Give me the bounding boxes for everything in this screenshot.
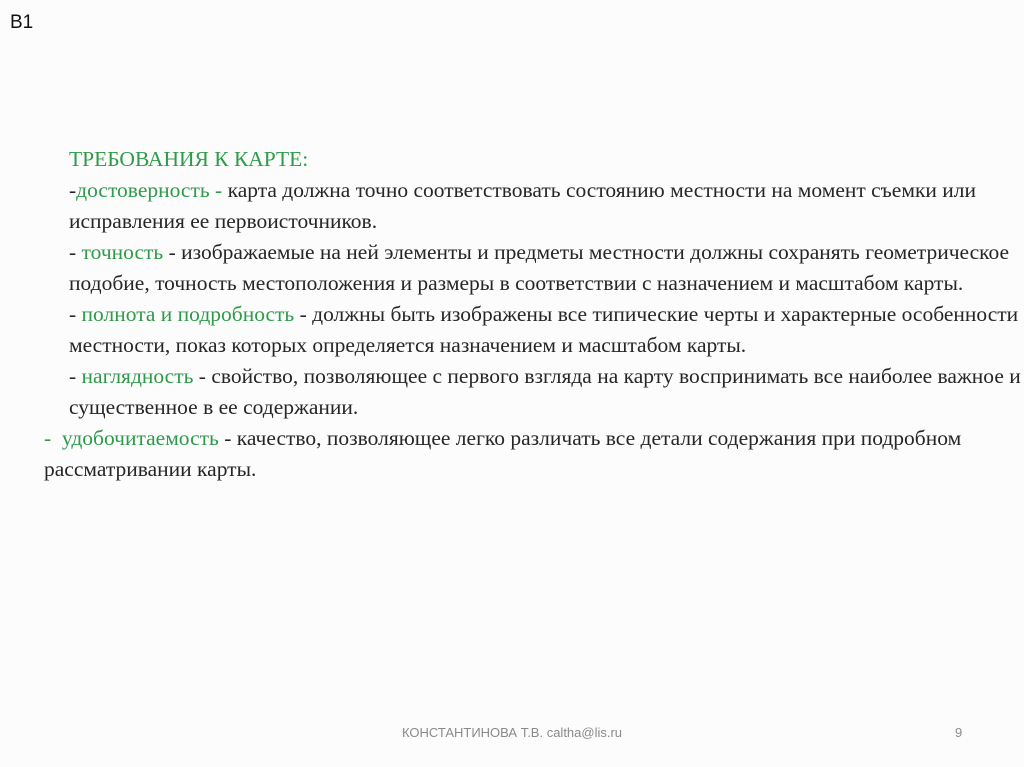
item-prefix: - [69,178,77,202]
item-prefix: - [69,240,82,264]
list-item [44,361,1024,423]
list-item [44,237,1024,299]
list-item [44,175,1024,237]
item-text: - качество, позволяющее легко различать все детали содержания при подробном рассматривании карты. [44,426,962,481]
section-heading: ТРЕБОВАНИЯ К КАРТЕ: [69,147,309,171]
item-prefix: - [69,364,82,388]
item-term: достоверность - [76,178,223,202]
footer-author: КОНСТАНТИНОВА Т.В. caltha@lis.ru [401,725,623,740]
slide-body [44,144,1024,485]
item-prefix: - [69,302,82,326]
item-term: полнота и подробность [81,302,295,326]
item-text: карта должна точно соответствовать состоянию местности на момент съемки или исправления ее первоисточников. [69,178,977,233]
item-text: - свойство, позволяющее с первого взгляда на карту воспринимать все наиболее важное и существенное в ее содержании. [69,364,1021,419]
page-number: 9 [955,725,963,740]
item-prefix: - [44,426,62,450]
slide-label: B1 [10,12,34,33]
item-text: - изображаемые на ней элементы и предметы местности должны сохранять геометрическое подобие, точность местоположения и размеры в соответствии с назначением и масштабом карты. [69,240,1010,295]
item-term: удобочитаемость [61,426,219,450]
item-text: - должны быть изображены все типические черты и характерные особенности местности, показ которых определяется назначением и масштабом карты. [69,302,1019,357]
list-item [44,299,1024,361]
list-item [44,423,1024,485]
item-term: наглядность [81,364,194,388]
item-term: точность [81,240,164,264]
